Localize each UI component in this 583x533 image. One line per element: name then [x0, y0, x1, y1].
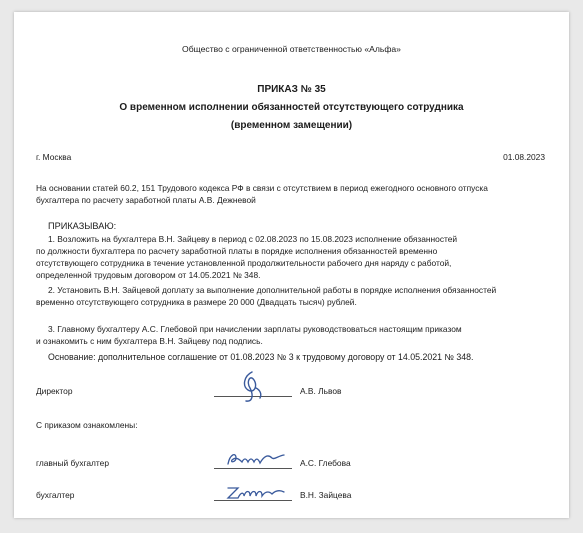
organization-name: Общество с ограниченной ответственностью «Альфа»: [182, 44, 401, 54]
chief-accountant-name: А.С. Глебова: [300, 458, 351, 468]
director-name: А.В. Львов: [300, 386, 342, 396]
document-page: [14, 12, 569, 518]
acquainted-label: С приказом ознакомлены:: [36, 420, 138, 430]
order-subject-note: (временном замещении): [230, 120, 353, 131]
foundation-note: Основание: дополнительное соглашение от 01.08.2023 № 3 к трудовому договору от 14.05.2021 № 348.: [48, 352, 474, 362]
order-item-line: 2. Установить В.Н. Зайцевой доплату за выполнение дополнительной работы в порядке исполнения обязанностей: [48, 285, 497, 295]
order-item-line: временно отсутствующего сотрудника в размере 20 000 (Двадцать тысяч) рублей.: [36, 297, 357, 307]
basis-paragraph: [36, 182, 488, 206]
order-item-line: 3. Главному бухгалтеру А.С. Глебовой при начислении зарплаты руководствоваться настоящим приказом: [48, 324, 462, 334]
order-subject: О временном исполнении обязанностей отсутствующего сотрудника: [119, 102, 464, 113]
basis-line: На основании статей 60.2, 151 Трудового кодекса РФ в связи с отсутствием в период ежегодного основного отпуска: [36, 183, 488, 193]
order-item-3: [36, 323, 462, 347]
chief-accountant-label: главный бухгалтер: [36, 458, 109, 468]
accountant-signature: [222, 480, 288, 504]
order-title: ПРИКАЗ № 35: [257, 84, 326, 95]
basis-line: бухгалтера по расчету заработной платы А.В. Дежневой: [36, 195, 256, 205]
order-item-line: определенной трудовым договором от 14.05.2021 № 348.: [36, 270, 261, 280]
order-item-1: [36, 233, 457, 281]
director-signature: [222, 368, 282, 404]
accountant-name: В.Н. Зайцева: [300, 490, 352, 500]
order-item-line: по должности бухгалтера по расчету заработной платы в порядке исполнения обязанностей временно: [36, 246, 438, 256]
chief-accountant-signature: [222, 446, 290, 472]
accountant-label: бухгалтер: [36, 490, 75, 500]
order-item-line: и ознакомить с ним бухгалтера В.Н. Зайцеву под подпись.: [36, 336, 263, 346]
order-item-line: отсутствующего сотрудника в течение установленной продолжительности рабочего дня наряду с работой,: [36, 258, 452, 268]
order-date: 01.08.2023: [503, 152, 545, 162]
orders-heading: ПРИКАЗЫВАЮ:: [48, 221, 117, 231]
director-label: Директор: [36, 386, 73, 396]
city: г. Москва: [36, 152, 72, 162]
order-item-line: 1. Возложить на бухгалтера В.Н. Зайцеву в период с 02.08.2023 по 15.08.2023 исполнение обязанностей: [48, 234, 458, 244]
order-item-2: [36, 284, 496, 308]
